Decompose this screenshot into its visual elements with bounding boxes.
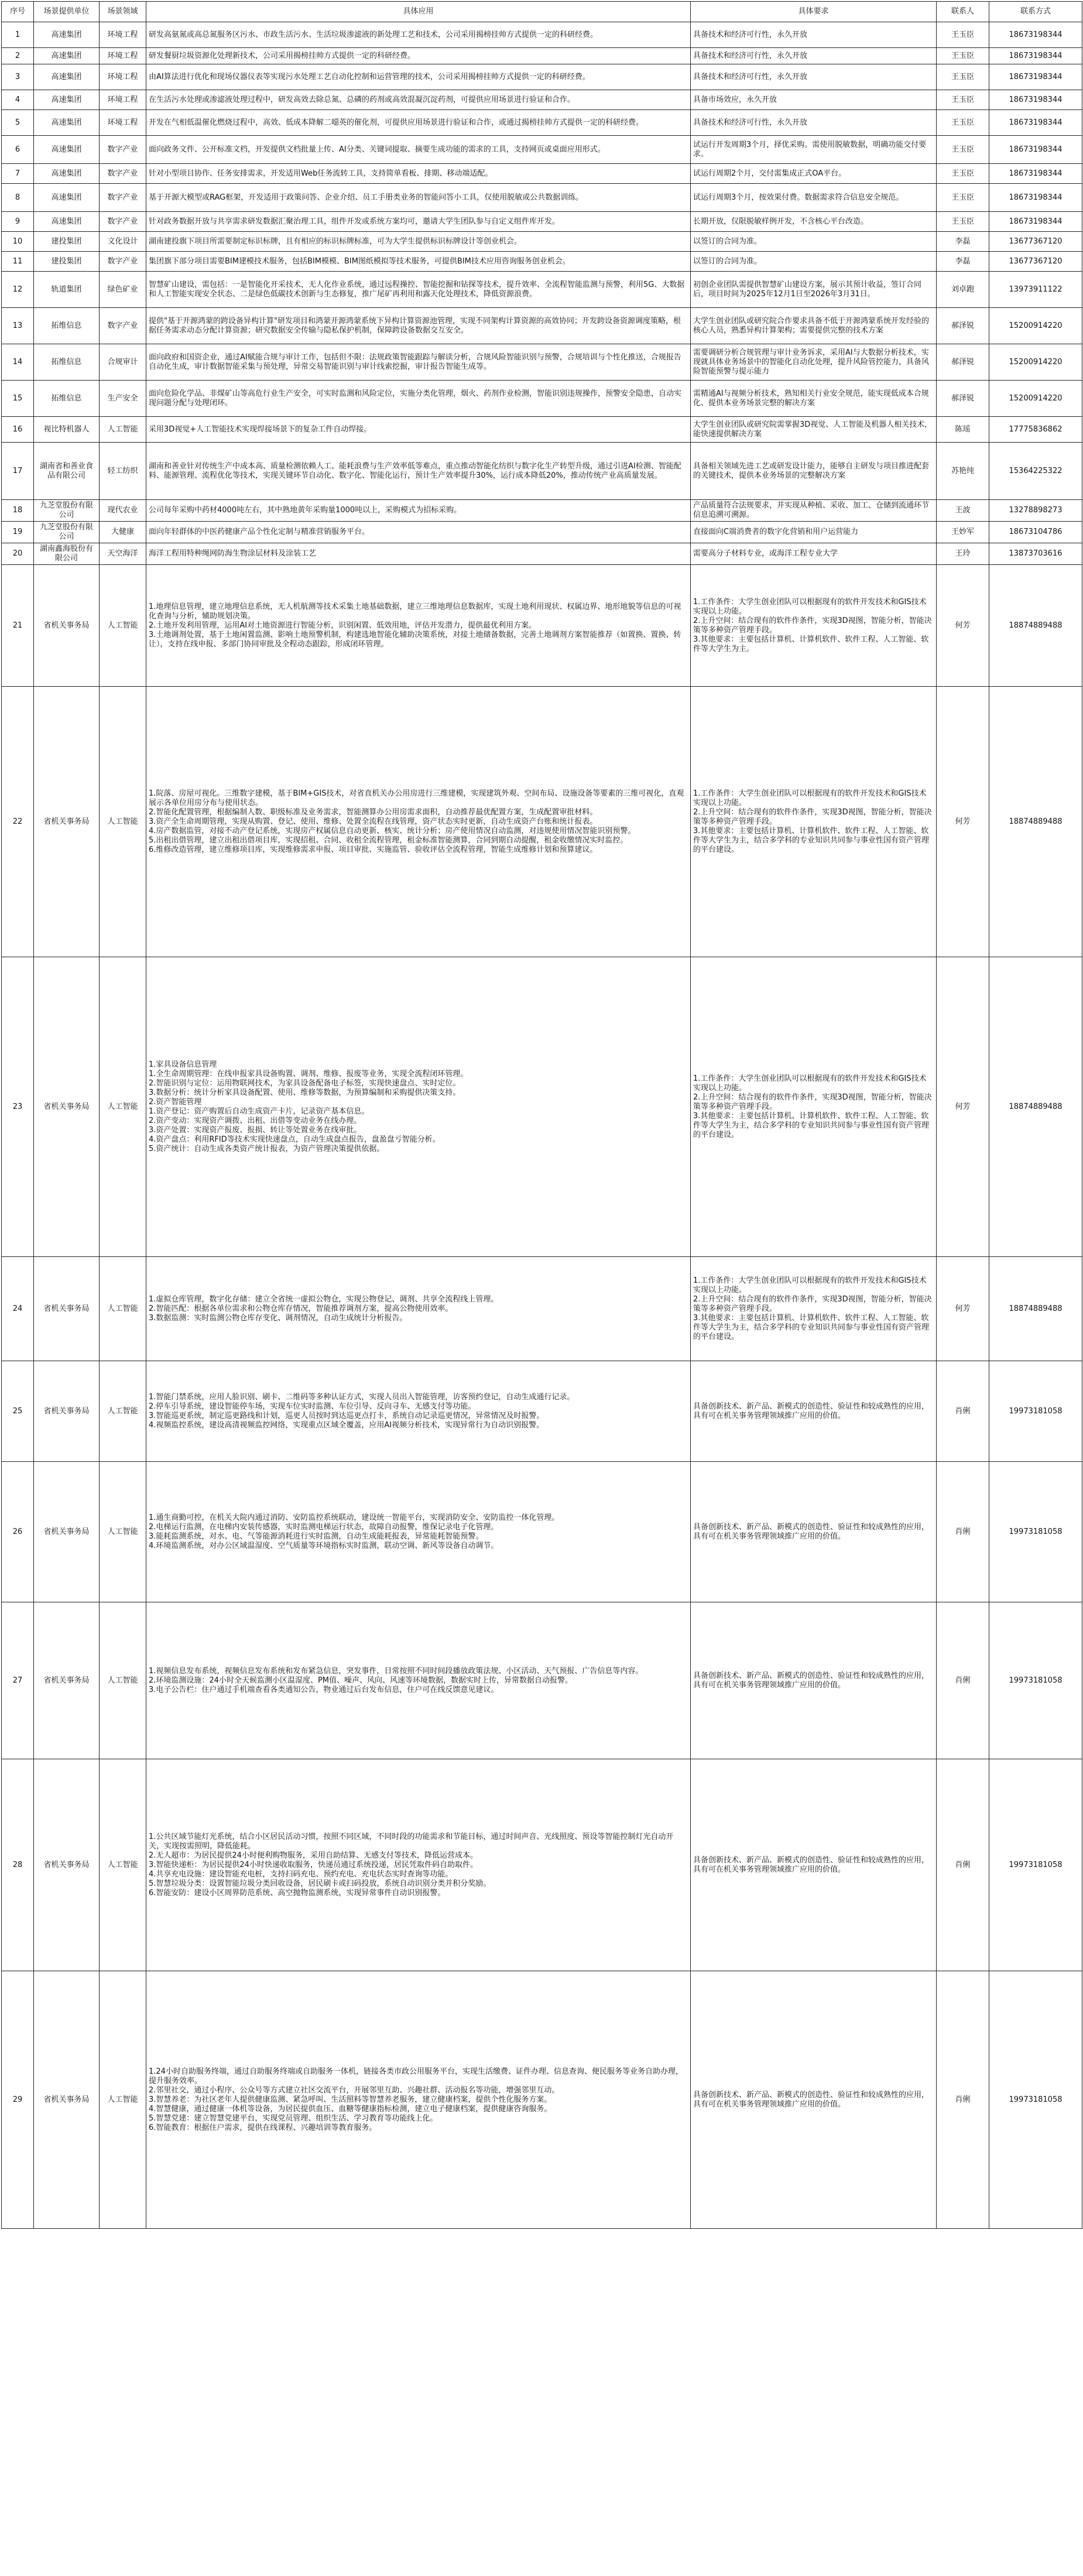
table-row [2, 1971, 1082, 2229]
row-number: 7 [2, 164, 34, 184]
header-phone: 联系方式 [989, 2, 1082, 22]
header-requirement: 具体要求 [691, 2, 937, 22]
row-requirement: 具备技术和经济可行性，永久开放 [691, 64, 937, 90]
row-unit: 视比特机器人 [34, 417, 100, 443]
row-application: 在生活污水处理或渗滤液处理过程中，研发高效去除总氮、总磷的药剂或高效混凝沉淀药剂，可提供应用场景进行验证和合作。 [146, 90, 691, 110]
table-row [2, 344, 1082, 381]
row-phone: 18673198344 [989, 110, 1082, 136]
row-field: 数字产业 [100, 136, 146, 164]
table-row [2, 1602, 1082, 1759]
row-field: 数字产业 [100, 164, 146, 184]
row-requirement: 1.工作条件：大学生创业团队可以根据现有的软件开发技术和GIS技术实现以上功能。 2.上升空间：结合现有的软件作条件，实现3D视图，智能分析，智能决策等多种资产管理手段。 3.其他要求：主要包括计算机、计算机软件、软件工程、人工智能、软件等大学生为主，结合多学科的专业知识共同参与事业性国有资产管理的平台建设。 [691, 1257, 937, 1361]
header-row [2, 2, 1082, 22]
header-contact: 联系人 [937, 2, 989, 22]
row-field: 人工智能 [100, 417, 146, 443]
row-requirement: 具备技术和经济可行性，永久开放 [691, 22, 937, 48]
row-contact: 刘卓跑 [937, 272, 989, 308]
row-contact: 苏艳纯 [937, 443, 989, 500]
row-requirement: 初创企业团队需提供智慧矿山建设方案，展示其预计收益，签订合同后，项目时间为2025年12月1日至2026年3月31日。 [691, 272, 937, 308]
row-requirement: 具备创新技术、新产品、新模式的创造性、验证性和较成熟性的应用，具有可在机关事务管理领域推广应用的价值。 [691, 1759, 937, 1971]
row-unit: 高速集团 [34, 64, 100, 90]
row-requirement: 以签订的合同为准。 [691, 232, 937, 252]
row-unit: 高速集团 [34, 164, 100, 184]
row-unit: 省机关事务局 [34, 1759, 100, 1971]
row-application: 研发高氨氮或高总氮服务区污水、市政生活污水、生活垃圾渗滤液的新处理工艺和技术，公司采用揭榜挂帅方式提供一定的科研经费。 [146, 22, 691, 48]
row-contact: 王玲 [937, 543, 989, 565]
row-contact: 郝泽锐 [937, 381, 989, 417]
row-requirement: 1.工作条件：大学生创业团队可以根据现有的软件开发技术和GIS技术实现以上功能。 2.上升空间：结合现有的软件作条件，实现3D视图，智能分析，智能决策等多种资产管理手段。 3.其他要求：主要包括计算机、计算机软件、软件工程、人工智能、软件等大学生为主，结合多学科的专业知识共同参与事业性国有资产管理的平台建设。 [691, 687, 937, 957]
row-contact: 肖俐 [937, 1462, 989, 1602]
row-contact: 王玉臣 [937, 90, 989, 110]
table-row [2, 64, 1082, 90]
header-application: 具体应用 [146, 2, 691, 22]
row-requirement: 大学生创业团队或研究院需掌握3D视觉、人工智能及机器人相关技术，能快速提供解决方案 [691, 417, 937, 443]
row-application: 面向政务文件、公开标准文档，开发提供文档批量上传、AI分类、关键词提取、摘要生成功能的需求的工具，支持网页或桌面应用形式。 [146, 136, 691, 164]
row-field: 环境工程 [100, 90, 146, 110]
row-field: 大健康 [100, 522, 146, 543]
row-unit: 九芝堂股份有限公司 [34, 500, 100, 522]
row-application: 1.地理信息管理，建立地理信息系统，无人机航测等技术采集土地基础数据，建立三维地理信息数据库，实现土地利用现状、权属边界、地形地貌等信息的可视化查询与分析，辅助规划决策。 2.土地开发利用管理，运用AI对土地资源进行智能分析，识别闲置、低效用地，评估开发潜力，提供最优利用方案。 3.土地调剂处置，基于土地闲置监测、影响土地预警机制，构建选地智能化辅助决策系统，对接土地储备数据，完善土地调剂方案智能推荐（如置换、置换、转让），支持在线申报、多部门协同审批及全程动态跟踪，形成闭环管理。 [146, 565, 691, 687]
row-contact: 王玉臣 [937, 212, 989, 232]
table-row [2, 381, 1082, 417]
row-number: 27 [2, 1602, 34, 1759]
row-field: 环境工程 [100, 110, 146, 136]
table-row [2, 957, 1082, 1257]
table-row [2, 110, 1082, 136]
row-field: 生产安全 [100, 381, 146, 417]
row-field: 环境工程 [100, 64, 146, 90]
header-field: 场景领域 [100, 2, 146, 22]
row-phone: 19973181058 [989, 1759, 1082, 1971]
row-application: 1.智能门禁系统，应用人脸识别、刷卡、二维码等多种认证方式，实现人员出入智能管理，访客预约登记，自动生成通行记录。 2.停车引导系统，建设智能停车场，实现车位实时监测、车位引导、反向寻车、无感支付等功能。 3.智能巡更系统，制定巡更路线和计划，巡更人员按时到达巡更点打卡，系统自动记录巡更情况，异常情况及时报警。 4.视频监控系统，建设高清视频监控网络，实现重点区域全覆盖，应用AI视频分析技术，实现异常行为自动识别报警。 [146, 1361, 691, 1462]
row-number: 20 [2, 543, 34, 565]
row-phone: 13278898273 [989, 500, 1082, 522]
row-field: 数字产业 [100, 252, 146, 272]
row-phone: 18874889488 [989, 1257, 1082, 1361]
row-field: 数字产业 [100, 212, 146, 232]
row-application: 针对小型项目协作、任务安排需求，开发适用Web任务流转工具，支持简单看板、排期、移动端适配。 [146, 164, 691, 184]
row-application: 1.家具设备信息管理 1.全生命周期管理：在线申报家具设备购置、调剂、维修、报废等业务，实现全流程闭环管理。 2.智能识别与定位：运用物联网技术，为家具设备配备电子标签，实现快速盘点、实时定位。 3.数据分析：统计分析家具设备配置、使用、维修等数据，为预算编制和采购提供决策支持。 2.资产智能管理 1.资产登记：资产购置后自动生成资产卡片，记录资产基本信息。 2.资产变动：实现资产调拨、出租、出借等变动业务在线办理。 3.资产处置：实现资产报废、报损、转让等处置业务在线审批。 4.资产盘点：利用RFID等技术实现快速盘点，自动生成盘点报告，盘盈盘亏智能分析。 5.资产统计：自动生成各类资产统计报表，为资产管理决策提供依据。 [146, 957, 691, 1257]
row-application: 1.院落、房屋可视化。三维数字建模，基于BIM+GIS技术，对省直机关办公用房进行三维建模，实现建筑外观、空间布局、设施设备等要素的三维可视化，直观展示各单位用房分布与使用状态。 2.智能化配置管理，根据编制人数、职级标准及业务需求，智能测算办公用房需求面积，自动推荐最优配置方案，生成配置审批材料。 3.资产全生命周期管理，实现从购置、登记、使用、维修、处置全流程在线管理，资产状态实时更新，自动生成资产台账和统计报表。 4.房产数据监管，对接不动产登记系统，实现房产权属信息自动更新、核实、统计分析；房产使用情况自动监测，对违规使用情况智能识别预警。 5.出租出借管理，建立出租出借项目库，实现招租、合同、收租全流程管理，租金标准智能测算，合同到期自动提醒，租金收缴情况实时监控。 6.维修改造管理，建立维修项目库，实现维修需求申报、项目审批、实施监管、验收评估全流程管理，智能生成维修计划和预算建议。 [146, 687, 691, 957]
row-requirement: 需要调研分析合规管理与审计业务诉求，采用AI与大数据分析技术，实现就具体业务场景中的智能化自动化处理，提升风险管控能力，具备风险智能预警与提示能力 [691, 344, 937, 381]
row-number: 16 [2, 417, 34, 443]
table-row [2, 443, 1082, 500]
row-application: 1.24小时自助服务终端，通过自助服务终端或自助服务一体机，链接各类市政公用服务平台，实现生活缴费、证件办理、信息查询、便民服务等业务自助办理，提升服务效率。 2.邻里社交，通过小程序、公众号等方式建立社区交流平台，开展邻里互助、兴趣社群、活动报名等功能，增强邻里互动。 3.智慧养老：为社区老年人提供健康监测、紧急呼叫、生活照料等智慧养老服务，建立健康档案，提供个性化服务方案。 4.智慧健康，通过健康一体机等设备，为居民提供血压、血糖等健康指标检测，建立电子健康档案，提供健康咨询服务。 5.智慧党建：建立智慧党建平台，实现党员管理、组织生活、学习教育等功能线上化。 6.智能教育：根据住户需求，提供在线课程、兴趣培训等教育服务。 [146, 1971, 691, 2229]
row-contact: 王波 [937, 500, 989, 522]
row-phone: 18673198344 [989, 48, 1082, 64]
row-phone: 17775836862 [989, 417, 1082, 443]
row-contact: 李磊 [937, 252, 989, 272]
table-row [2, 500, 1082, 522]
row-phone: 18673198344 [989, 164, 1082, 184]
row-application: 面向年轻群体的中医药健康产品个性化定制与精准营销服务平台。 [146, 522, 691, 543]
row-application: 1.公共区域节能灯光系统，结合小区居民活动习惯，按照不同区域，不同时段的功能需求和节能目标，通过时间声音、光线照度、预设等智能控制灯光自动开关，实现按需照明，降低能耗。 2.无人超市：为居民提供24小时便利购物服务，采用自助结算、无感支付等技术，降低运营成本。 3.智能快递柜：为居民提供24小时快递收取服务，快递员通过系统投递，居民凭取件码自助取件。 4.共享充电设施：建设智能充电桩，支持扫码充电、预约充电、充电状态实时查询等功能。 5.智慧垃圾分类：设置智能垃圾分类回收设备，居民刷卡或扫码投放，系统自动识别分类并积分奖励。 6.智能安防：建设小区周界防范系统、高空抛物监测系统，实现异常事件自动识别报警。 [146, 1759, 691, 1971]
table-row [2, 136, 1082, 164]
row-requirement: 以签订的合同为准。 [691, 252, 937, 272]
row-phone: 15200914220 [989, 381, 1082, 417]
header-no: 序号 [2, 2, 34, 22]
row-phone: 15200914220 [989, 308, 1082, 344]
row-contact: 陈瑶 [937, 417, 989, 443]
row-contact: 何芳 [937, 565, 989, 687]
row-number: 4 [2, 90, 34, 110]
row-application: 采用3D视觉+人工智能技术实现焊接场景下的复杂工件自动焊接。 [146, 417, 691, 443]
row-unit: 省机关事务局 [34, 1361, 100, 1462]
row-requirement: 试运行周期3个月，按效果付费。数据需求符合信息安全规范。 [691, 184, 937, 212]
table-row [2, 565, 1082, 687]
row-requirement: 具备创新技术、新产品、新模式的创造性、验证性和较成熟性的应用，具有可在机关事务管理领域推广应用的价值。 [691, 1602, 937, 1759]
row-unit: 省机关事务局 [34, 1257, 100, 1361]
row-requirement: 具备创新技术、新产品、新模式的创造性、验证性和较成熟性的应用，具有可在机关事务管理领域推广应用的价值。 [691, 1361, 937, 1462]
row-number: 11 [2, 252, 34, 272]
row-number: 29 [2, 1971, 34, 2229]
table-row [2, 272, 1082, 308]
row-number: 28 [2, 1759, 34, 1971]
row-application: 1.通生商勤可控，在机关大院内通过消防、安防监控系统联动，建设统一智能平台，实现消防安全、安防监控一体化管理。 2.电梯运行监测，在电梯内安装传感器，实时监测电梯运行状态，故障自动报警，维保记录电子化管理。 3.能耗监测系统，对水、电、气等能源消耗进行实时监测，自动生成能耗报表，异常能耗智能预警。 4.环境监测系统，对办公区域温湿度、空气质量等环境指标实时监测，联动空调、新风等设备自动调节。 [146, 1462, 691, 1602]
row-phone: 19973181058 [989, 1971, 1082, 2229]
row-contact: 王玉臣 [937, 64, 989, 90]
row-contact: 肖俐 [937, 1361, 989, 1462]
row-field: 现代农业 [100, 500, 146, 522]
row-application: 湖南和善业针对传统生产中成本高、质量检测依赖人工、能耗浪费与生产效率低等难点，重点推动智能化纺织与数字化生产转型升级，通过引进AI检测、智能配料、能源管理、流程优化等技术，实现关键环节自动化、数字化、智能化运行，预计生产效率提升30%，运行成本降低20%，推动传统产业高质量发展。 [146, 443, 691, 500]
table-row [2, 164, 1082, 184]
row-contact: 何芳 [937, 1257, 989, 1361]
row-requirement: 直接面向C端消费者的数字化营销和用户运营能力 [691, 522, 937, 543]
row-requirement: 大学生创业团队或研究院合作要求具备不低于开源鸿蒙系统开发经验的核心人员，熟悉异构计算架构；需要提供完整的技术方案 [691, 308, 937, 344]
row-field: 人工智能 [100, 687, 146, 957]
row-number: 1 [2, 22, 34, 48]
row-field: 绿色矿业 [100, 272, 146, 308]
row-requirement: 需精通AI与视频分析技术，熟知相关行业安全规范，能实现低成本合规化、提供本业务场景完整的解决方案 [691, 381, 937, 417]
row-application: 1.视频信息发布系统，视频信息发布系统和发布紧急信息，突发事件，日常按照不同时间段播放政策法规、小区活动、天气预报、广告信息等内容。 2.环境监测设施：24小时全天候监测小区温湿度、PM值、噪声、风向、风速等环境数据，数据实时上传，异常数据自动报警。 3.电子公告栏：住户通过手机端查看各类通知公告，物业通过后台发布信息，住户可在线反馈意见建议。 [146, 1602, 691, 1759]
row-contact: 何芳 [937, 687, 989, 957]
row-phone: 15200914220 [989, 344, 1082, 381]
row-phone: 19973181058 [989, 1361, 1082, 1462]
row-field: 数字产业 [100, 184, 146, 212]
row-field: 人工智能 [100, 1257, 146, 1361]
row-application: 湖南建投旗下项目所需要制定标识标牌，且有相应的标识标牌标准，可为大学生提供标识标牌设计等创业机会。 [146, 232, 691, 252]
row-contact: 王玉臣 [937, 22, 989, 48]
row-unit: 拓维信息 [34, 381, 100, 417]
row-application: 面向政府和国资企业，通过AI赋能合规与审计工作，包括但不限：法规政策智能跟踪与解读分析，合规风险智能识别与预警，合规培训与个性化推送，合规报告自动化生成，审计数据智能采集与预处理，异常交易智能识别与审计线索挖掘，审计报告智能生成等。 [146, 344, 691, 381]
row-phone: 18874889488 [989, 957, 1082, 1257]
table-row [2, 212, 1082, 232]
row-unit: 省机关事务局 [34, 565, 100, 687]
row-requirement: 1.工作条件：大学生创业团队可以根据现有的软件开发技术和GIS技术实现以上功能。 2.上升空间：结合现有的软件作条件，实现3D视图，智能分析，智能决策等多种资产管理手段。 3.其他要求：主要包括计算机、计算机软件、软件工程、人工智能、软件等大学生为主，结合多学科的专业知识共同参与事业性国有资产管理的平台建设。 [691, 957, 937, 1257]
row-field: 轻工纺织 [100, 443, 146, 500]
row-requirement: 试运行开发周期3个月，择优采购。需使用脱敏数据，明确功能交付要求。 [691, 136, 937, 164]
row-field: 环境工程 [100, 48, 146, 64]
row-field: 人工智能 [100, 1759, 146, 1971]
row-application: 集团旗下部分项目需要BIM建模技术服务，包括BIM模模、BIM图纸模拟等技术服务，可提供BIM技术应用咨询服务创业机会。 [146, 252, 691, 272]
row-contact: 肖俐 [937, 1759, 989, 1971]
row-phone: 18874889488 [989, 687, 1082, 957]
row-contact: 肖俐 [937, 1602, 989, 1759]
table-row [2, 22, 1082, 48]
row-field: 人工智能 [100, 565, 146, 687]
row-phone: 18673198344 [989, 64, 1082, 90]
row-field: 数字产业 [100, 308, 146, 344]
row-phone: 18673198344 [989, 136, 1082, 164]
table-row [2, 308, 1082, 344]
row-unit: 高速集团 [34, 22, 100, 48]
row-phone: 15364225322 [989, 443, 1082, 500]
row-requirement: 产品质量符合法规要求，并实现从种植、采收、加工、仓储到流通环节信息追溯可溯源。 [691, 500, 937, 522]
row-phone: 18673198344 [989, 22, 1082, 48]
row-field: 人工智能 [100, 1361, 146, 1462]
row-application: 提供"基于开源鸿蒙的跨设备异构计算"研发项目和鸿蒙开源鸿蒙系统下异构计算资源池管理，实现不同架构计算资源的高效协同；开发跨设备资源调度策略，根据任务需求动态分配计算资源；研究数据安全传输与隐私保护机制，保障跨设备数据交互安全。 [146, 308, 691, 344]
row-unit: 轨道集团 [34, 272, 100, 308]
row-application: 海洋工程用特种绳网防海生物涂层材料及涂装工艺 [146, 543, 691, 565]
row-unit: 高速集团 [34, 90, 100, 110]
row-number: 26 [2, 1462, 34, 1602]
row-requirement: 具备创新技术、新产品、新模式的创造性、验证性和较成熟性的应用，具有可在机关事务管理领域推广应用的价值。 [691, 1462, 937, 1602]
row-number: 17 [2, 443, 34, 500]
table-row [2, 184, 1082, 212]
row-field: 人工智能 [100, 1602, 146, 1759]
row-field: 人工智能 [100, 1971, 146, 2229]
row-unit: 高速集团 [34, 212, 100, 232]
row-contact: 何芳 [937, 957, 989, 1257]
row-number: 3 [2, 64, 34, 90]
row-number: 12 [2, 272, 34, 308]
row-contact: 郝泽锐 [937, 308, 989, 344]
row-contact: 王妙军 [937, 522, 989, 543]
row-unit: 拓维信息 [34, 344, 100, 381]
row-requirement: 具备创新技术、新产品、新模式的创造性、验证性和较成熟性的应用，具有可在机关事务管理领域推广应用的价值。 [691, 1971, 937, 2229]
row-field: 天空海洋 [100, 543, 146, 565]
row-contact: 王玉臣 [937, 110, 989, 136]
row-unit: 省机关事务局 [34, 957, 100, 1257]
row-unit: 省机关事务局 [34, 1462, 100, 1602]
row-unit: 建投集团 [34, 232, 100, 252]
row-application: 研发餐厨垃圾资源化处理新技术，公司采用揭榜挂帅方式提供一定的科研经费。 [146, 48, 691, 64]
row-application: 智慧矿山建设，需包括：一是智能化开采技术，无人化作业系统，通过远程操控、智能挖掘和钻探等技术，提升效率、全流程智能监测与预警，利用5G、大数据和人工智能实现安全状态、二是绿色低碳技术创新与生态修复，推广尾矿再利用和露天化处理技术，降低资源浪费。 [146, 272, 691, 308]
table-row [2, 543, 1082, 565]
row-number: 25 [2, 1361, 34, 1462]
row-requirement: 具备相关领域先进工艺或研发设计能力，能够自主研发与项目推进配套的关键技术，提供本业务场景的完整解决方案 [691, 443, 937, 500]
row-phone: 19973181058 [989, 1462, 1082, 1602]
row-requirement: 具备市场效应，永久开放 [691, 90, 937, 110]
row-field: 人工智能 [100, 1462, 146, 1602]
table-row [2, 252, 1082, 272]
row-phone: 18874889488 [989, 565, 1082, 687]
row-unit: 湖南鑫海股份有限公司 [34, 543, 100, 565]
row-number: 13 [2, 308, 34, 344]
row-number: 22 [2, 687, 34, 957]
row-contact: 李磊 [937, 232, 989, 252]
row-application: 1.虚拟仓库管理，数字化存储：建立全省统一虚拟公物仓，实现公物登记、调剂、共享全流程线上管理。 2.智能匹配：根据各单位需求和公物仓库存情况，智能推荐调剂方案，提高公物使用效率。 3.数据监测：实时监测公物仓库存变化、调剂情况，自动生成统计分析报告。 [146, 1257, 691, 1361]
table-row [2, 90, 1082, 110]
row-number: 9 [2, 212, 34, 232]
row-application: 由AI算法进行优化和现场仪器仪表等实现污水处理工艺自动化控制和运营管理的技术，公司采用揭榜挂帅方式提供一定的科研经费。 [146, 64, 691, 90]
row-application: 面向危险化学品、非煤矿山等高危行业生产安全，可实时监测和风险定位，实施分类化管理，烟火、药剂作业检测，智能识别违规操作，预警安全隐患，自动实现问题分配与处理闭环。 [146, 381, 691, 417]
row-requirement: 具备技术和经济可行性，永久开放 [691, 48, 937, 64]
table-row [2, 1759, 1082, 1971]
row-field: 合规审计 [100, 344, 146, 381]
row-contact: 王玉臣 [937, 164, 989, 184]
row-unit: 高速集团 [34, 48, 100, 64]
row-requirement: 1.工作条件：大学生创业团队可以根据现有的软件开发技术和GIS技术实现以上功能。 2.上升空间：结合现有的软件作条件，实现3D视图，智能分析，智能决策等多种资产管理手段。 3.其他要求：主要包括计算机、计算机软件、软件工程、人工智能、软件等大学生为主。 [691, 565, 937, 687]
row-number: 8 [2, 184, 34, 212]
row-contact: 王玉臣 [937, 184, 989, 212]
row-requirement: 需要高分子材料专业，或海洋工程专业大学 [691, 543, 937, 565]
row-unit: 九芝堂股份有限公司 [34, 522, 100, 543]
row-phone: 18673198344 [989, 184, 1082, 212]
row-contact: 王玉臣 [937, 136, 989, 164]
row-phone: 13677367120 [989, 232, 1082, 252]
row-phone: 13973911122 [989, 272, 1082, 308]
row-phone: 13873703616 [989, 543, 1082, 565]
row-unit: 湖南省和善业食品有限公司 [34, 443, 100, 500]
row-unit: 省机关事务局 [34, 687, 100, 957]
row-field: 文化设计 [100, 232, 146, 252]
table-row [2, 1361, 1082, 1462]
row-unit: 建投集团 [34, 252, 100, 272]
row-number: 6 [2, 136, 34, 164]
row-phone: 18673198344 [989, 90, 1082, 110]
table-row [2, 417, 1082, 443]
row-contact: 王玉臣 [937, 48, 989, 64]
row-phone: 18673198344 [989, 212, 1082, 232]
row-application: 针对政务数据开放与共享需求研发数据汇聚治理工具，组件开发或系统方案均可，邀请大学生团队参与自定义组件库开发。 [146, 212, 691, 232]
row-unit: 省机关事务局 [34, 1602, 100, 1759]
row-requirement: 长期开放，仅限脱敏样例开发，不含核心平台改造。 [691, 212, 937, 232]
row-unit: 省机关事务局 [34, 1971, 100, 2229]
row-phone: 13677367120 [989, 252, 1082, 272]
row-contact: 郝泽锐 [937, 344, 989, 381]
scenario-table [1, 1, 1082, 2229]
row-unit: 高速集团 [34, 136, 100, 164]
table-row [2, 687, 1082, 957]
row-number: 15 [2, 381, 34, 417]
row-number: 18 [2, 500, 34, 522]
row-number: 14 [2, 344, 34, 381]
row-number: 23 [2, 957, 34, 1257]
row-number: 24 [2, 1257, 34, 1361]
table-row [2, 232, 1082, 252]
row-unit: 高速集团 [34, 184, 100, 212]
row-contact: 肖俐 [937, 1971, 989, 2229]
row-unit: 拓维信息 [34, 308, 100, 344]
row-phone: 19973181058 [989, 1602, 1082, 1759]
row-application: 基于开源大模型或RAG框架，开发适用于政策问答、企业介绍、员工手册类业务的智能问答小工具，仅使用脱敏或公共数据训练。 [146, 184, 691, 212]
table-row [2, 522, 1082, 543]
row-number: 5 [2, 110, 34, 136]
row-number: 19 [2, 522, 34, 543]
row-number: 2 [2, 48, 34, 64]
header-unit: 场景提供单位 [34, 2, 100, 22]
table-row [2, 48, 1082, 64]
row-phone: 18673104786 [989, 522, 1082, 543]
row-field: 环境工程 [100, 22, 146, 48]
row-requirement: 具备技术和经济可行性，永久开放 [691, 110, 937, 136]
row-requirement: 试运行周期2个月，交付需集成正式OA平台。 [691, 164, 937, 184]
row-application: 开发在气相低温催化燃烧过程中，高效、低成本降解二噁英的催化剂，可提供应用场景进行验证和合作，或通过揭榜挂帅方式提供一定的科研经费。 [146, 110, 691, 136]
row-number: 21 [2, 565, 34, 687]
table-row [2, 1257, 1082, 1361]
row-field: 人工智能 [100, 957, 146, 1257]
row-number: 10 [2, 232, 34, 252]
row-application: 公司每年采购中药材4000吨左右，其中熟地黄年采购量1000吨以上，采购模式为招标采购。 [146, 500, 691, 522]
table-row [2, 1462, 1082, 1602]
row-unit: 高速集团 [34, 110, 100, 136]
